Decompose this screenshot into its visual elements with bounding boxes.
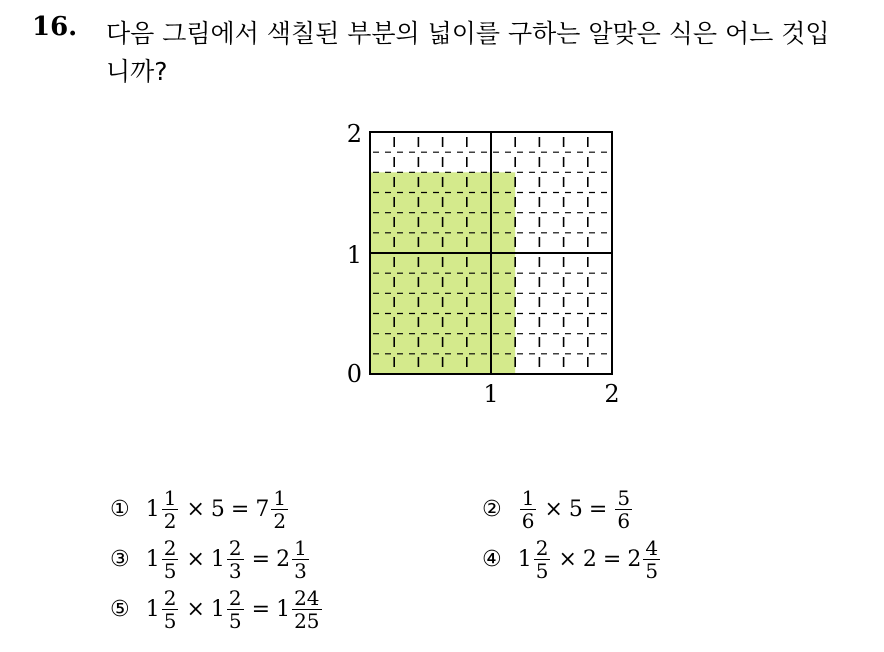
math-number: 2 <box>582 547 597 572</box>
question-text-line2: 니까? <box>106 57 168 86</box>
fraction-denominator: 5 <box>645 559 659 583</box>
fraction <box>534 538 551 581</box>
fraction <box>520 488 537 531</box>
choice-expression <box>146 538 311 581</box>
math-operator: = <box>602 547 622 572</box>
fraction-numerator: 1 <box>273 486 287 510</box>
math-operator: × <box>186 497 205 522</box>
mixed-whole: 2 <box>627 547 642 572</box>
choice-marker: ④ <box>482 547 502 572</box>
math-operator: = <box>230 497 250 522</box>
mixed-whole: 1 <box>210 547 225 572</box>
math-operator: = <box>251 547 271 572</box>
mixed-whole: 2 <box>276 547 291 572</box>
fraction-numerator: 4 <box>645 536 659 560</box>
question-text-line1: 다음 그림에서 색칠된 부분의 넓이를 구하는 알맞은 식은 어느 것입 <box>106 19 830 48</box>
fraction-denominator: 3 <box>228 559 242 583</box>
fraction <box>162 588 179 631</box>
mixed-whole: 1 <box>210 597 225 622</box>
fraction-numerator: 5 <box>617 486 631 510</box>
y-axis-label: 0 <box>346 360 362 388</box>
fraction-denominator: 5 <box>163 609 177 633</box>
choice-marker: ③ <box>110 547 130 572</box>
choice-expression <box>518 538 662 581</box>
fraction-numerator: 2 <box>228 586 242 610</box>
fraction-numerator: 2 <box>228 536 242 560</box>
choice-marker: ② <box>482 497 502 522</box>
math-operator: × <box>186 597 205 622</box>
fraction-numerator: 1 <box>521 486 535 510</box>
fraction-denominator: 25 <box>294 609 320 633</box>
mixed-whole: 1 <box>145 497 160 522</box>
fraction-denominator: 2 <box>273 509 287 533</box>
math-operator: × <box>186 547 205 572</box>
fraction-numerator: 24 <box>294 586 320 610</box>
choice-expression <box>146 488 290 531</box>
fraction <box>643 538 660 581</box>
fraction-numerator: 1 <box>294 536 307 560</box>
fraction-denominator: 5 <box>163 559 177 583</box>
fraction-numerator: 2 <box>535 536 549 560</box>
math-operator: = <box>251 597 271 622</box>
fraction-denominator: 5 <box>228 609 242 633</box>
fraction-denominator: 2 <box>163 509 177 533</box>
x-axis-label: 1 <box>483 380 499 408</box>
math-operator: = <box>588 497 608 522</box>
fraction-numerator: 2 <box>163 586 177 610</box>
fraction-numerator: 2 <box>163 536 177 560</box>
fraction <box>227 538 244 581</box>
choice-3[interactable] <box>110 538 311 581</box>
fraction-denominator: 6 <box>617 509 631 533</box>
fraction-denominator: 6 <box>521 509 535 533</box>
fraction-numerator: 1 <box>163 486 177 510</box>
choice-marker: ⑤ <box>110 597 130 622</box>
math-number: 5 <box>568 497 583 522</box>
question-number: 16. <box>32 12 78 42</box>
mixed-whole: 7 <box>255 497 270 522</box>
choice-4[interactable] <box>482 538 662 581</box>
choice-expression <box>146 588 324 631</box>
fraction <box>227 588 244 631</box>
fraction-denominator: 5 <box>535 559 549 583</box>
fraction <box>292 538 309 581</box>
fraction-denominator: 3 <box>294 559 307 583</box>
x-axis-label: 2 <box>604 380 620 408</box>
math-number: 5 <box>210 497 225 522</box>
math-operator: × <box>544 497 563 522</box>
fraction <box>271 488 288 531</box>
mixed-whole: 1 <box>145 547 160 572</box>
choice-1[interactable] <box>110 488 290 531</box>
area-figure <box>330 112 630 412</box>
fraction <box>615 488 632 531</box>
fraction <box>292 588 321 631</box>
fraction <box>162 538 179 581</box>
mixed-whole: 1 <box>276 597 291 622</box>
mixed-whole: 1 <box>145 597 160 622</box>
math-operator: × <box>558 547 577 572</box>
choice-marker: ① <box>110 497 130 522</box>
choice-expression <box>518 488 634 531</box>
y-axis-label: 2 <box>346 120 362 148</box>
fraction <box>162 488 179 531</box>
choice-2[interactable] <box>482 488 634 531</box>
y-axis-label: 1 <box>346 241 362 269</box>
choice-5[interactable] <box>110 588 324 631</box>
mixed-whole: 1 <box>517 547 532 572</box>
